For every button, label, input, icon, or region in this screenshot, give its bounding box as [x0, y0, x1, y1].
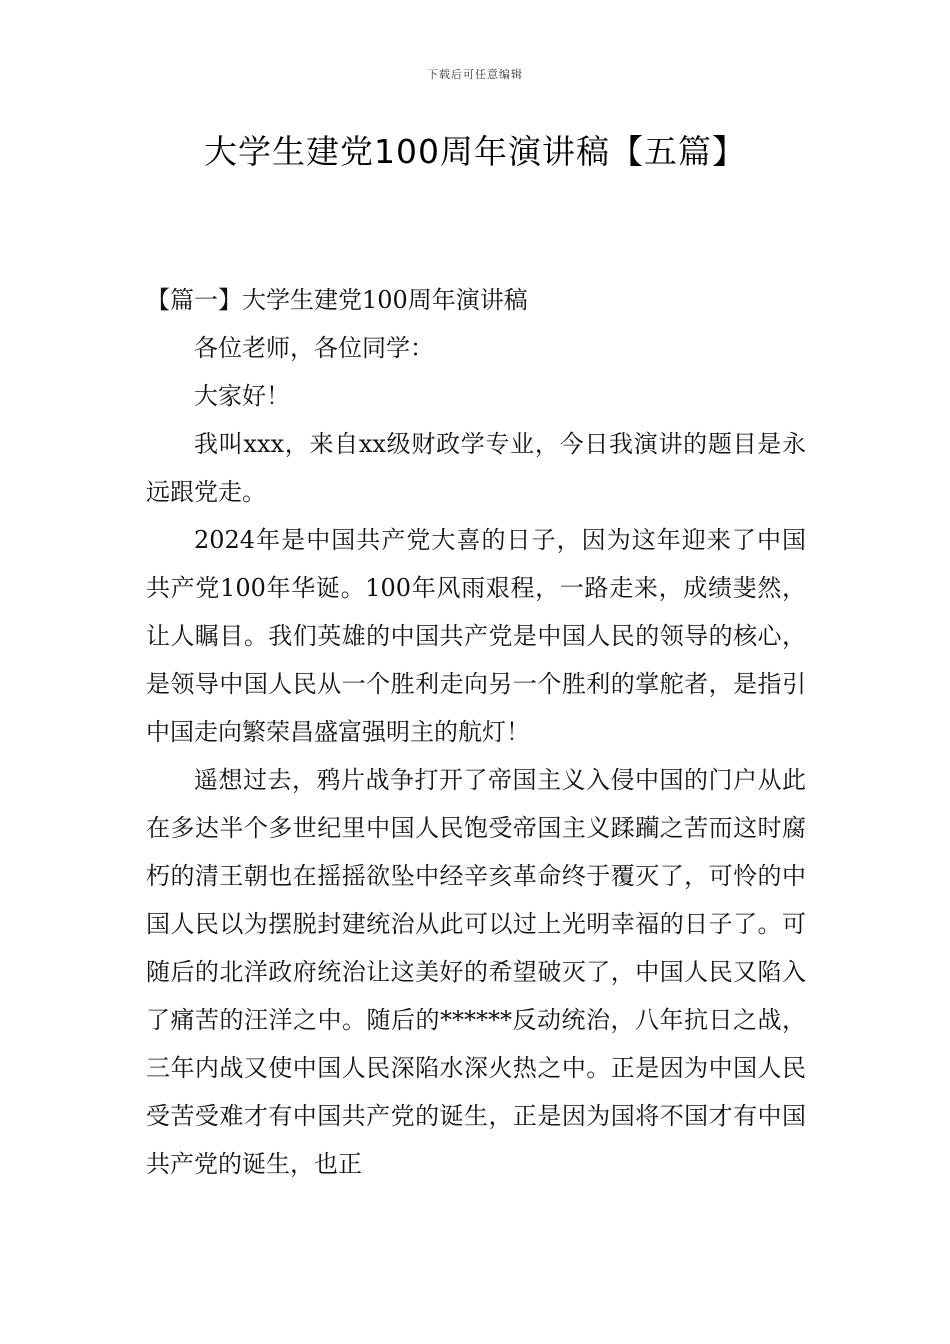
- paragraph-history: 遥想过去，鸦片战争打开了帝国主义入侵中国的门户从此在多达半个多世纪里中国人民饱受帝国主义蹂躏之苦而这时腐朽的清王朝也在摇摇欲坠中经辛亥革命终于覆灭了，可怜的中国人民以为摆脱封建统治从此可以过上光明幸福的日子了。可随后的北洋政府统治让这美好的希望破灭了，中国人民又陷入了痛苦的汪洋之中。随后的******反动统治，八年抗日之战，三年内战又使中国人民深陷水深火热之中。正是因为中国人民受苦受难才有中国共产党的诞生，正是因为国将不国才有中国共产党的诞生，也正: [146, 766, 806, 1178]
- paragraph-greeting: 各位老师，各位同学：: [194, 334, 434, 362]
- document-body: [146, 276, 806, 1188]
- document-title: 大学生建党100周年演讲稿【五篇】: [204, 132, 746, 171]
- section-heading: 【篇一】大学生建党100周年演讲稿: [146, 286, 528, 314]
- paragraph-intro: 我叫xxx，来自xx级财政学专业，今日我演讲的题目是永远跟党走。: [146, 430, 806, 506]
- header-note: 下载后可任意编辑: [427, 68, 523, 81]
- paragraph-hello: 大家好！: [194, 382, 290, 410]
- paragraph-anniversary: 2024年是中国共产党大喜的日子，因为这年迎来了中国共产党100年华诞。100年风雨艰程，一路走来，成绩斐然，让人瞩目。我们英雄的中国共产党是中国人民的领导的核心，是领导中国人民从一个胜利走向另一个胜利的掌舵者，是指引中国走向繁荣昌盛富强明主的航灯！: [146, 526, 806, 746]
